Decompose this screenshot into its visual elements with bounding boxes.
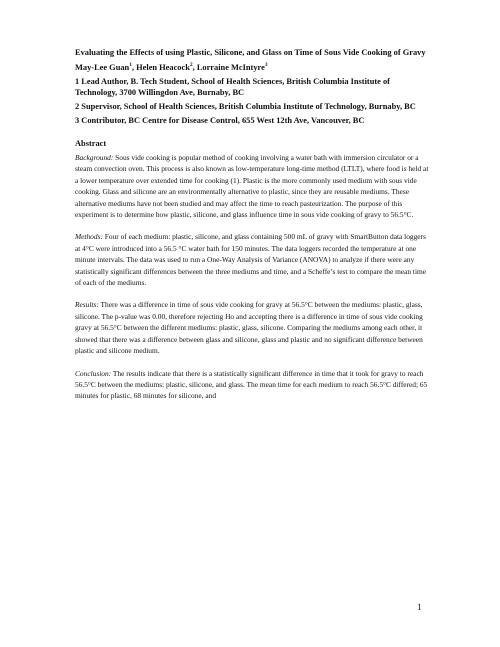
- paragraph-text: There was a difference in time of sous vide cooking for gravy at 56.5°C between the mediums: plastic, glass, silicone. The p-value was 0.00, therefore rejecting Ho and accepting there is a difference in time of sous vide cooking gravy at 56.5°C between the different mediums: plastic, glass, silicone. Comparing the mediums among each other, it showed that there was a difference between glass and silicone, glass and plastic and no significant difference between plastic and silicone medium.: [75, 300, 423, 356]
- author-separator: ,: [131, 63, 137, 72]
- affiliation: 1 Lead Author, B. Tech Student, School of Health Sciences, British Columbia Institute of Technology, 3700 Willingdon Ave, Burnaby, BC: [75, 77, 390, 97]
- paragraph-text: Four of each medium: plastic, silicone, and glass containing 500 mL of gravy with SmartButton data loggers at 4°C were introduced into a 56.5 °C water bath for 150 minutes. The data loggers recorded the temperature at one minute intervals. The data was used to run a One-Way Analysis of Variance (ANOVA) to analyze if there were any statistically significant differences between the three mediums and time, and a Scheffe’s test to compare the mean time of each of the mediums.: [75, 232, 427, 288]
- abstract-paragraph: [75, 231, 430, 288]
- paper-content: [75, 47, 430, 413]
- paragraph-lead: Conclusion:: [75, 368, 112, 378]
- author-superscript: 3: [264, 62, 268, 69]
- author-superscript: 2: [189, 62, 193, 69]
- page-number: 1: [417, 602, 422, 612]
- author-name: Lorraine McIntyre: [196, 63, 265, 72]
- author-name: Helen Heacock: [136, 63, 190, 72]
- author-superscript: 1: [129, 62, 132, 69]
- paper-title: Evaluating the Effects of using Plastic, Silicone, and Glass on Time of Sous Vide Cooking of Gravy: [75, 48, 426, 57]
- abstract-paragraph: [75, 368, 430, 402]
- paragraph-text: The results indicate that there is a statistically significant difference in time that it took for gravy to reach 56.5°C between the mediums: plastic, silicone, and glass. The mean time for each medium to reach 56.5°C differed; 65 minutes for plastic, 68 minutes for silicone, and: [75, 368, 428, 401]
- author-separator: ,: [192, 63, 197, 72]
- paragraph-lead: Results:: [75, 300, 99, 310]
- affiliation: 3 Contributor, BC Centre for Disease Control, 655 West 12th Ave, Vancouver, BC: [75, 116, 365, 125]
- paragraph-text: Sous vide cooking is popular method of cooking involving a water bath with immersion circulator or a steam convection oven. This process is also known as low-temperature long-time method (LTLT), where food is held at a lower temperature over extended time for cooking (1). Plastic is the more commonly used medium with sous vide cooking. Glass and silicone are an environmentally alternative to plastic, since they are reusable mediums. These alternative mediums have not been studied and may affect the time to reach pasteurization. The purpose of this experiment is to determine how plastic, silicone, and glass influence time in sous vide cooking of gravy to 56.5°C.: [75, 153, 429, 220]
- author-list: [75, 62, 430, 73]
- abstract-heading: Abstract: [75, 139, 107, 148]
- author-name: May-Lee Guan: [75, 63, 130, 72]
- paragraph-lead: Methods:: [75, 232, 103, 242]
- abstract-paragraph: [75, 299, 430, 356]
- abstract-paragraph: [75, 152, 430, 220]
- paragraph-lead: Background:: [75, 153, 114, 162]
- affiliation: 2 Supervisor, School of Health Sciences, British Columbia Institute of Technology, Burnaby, BC: [75, 102, 416, 111]
